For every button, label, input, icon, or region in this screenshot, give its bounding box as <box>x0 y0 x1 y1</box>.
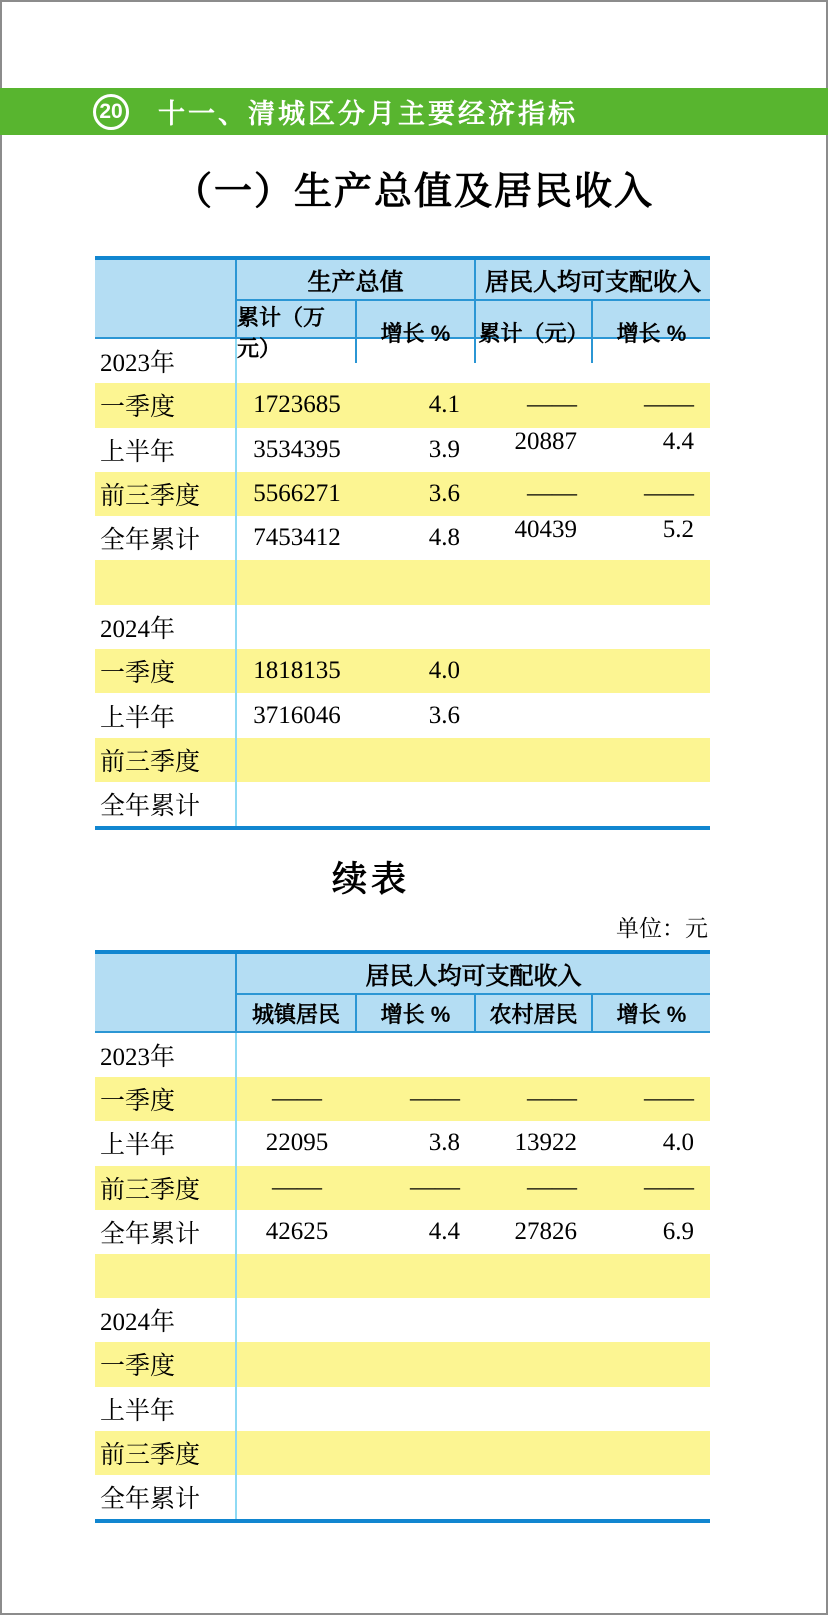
corner-cell <box>95 260 237 301</box>
value-cell: —— <box>410 1085 460 1113</box>
table-row <box>95 560 710 604</box>
value-cell: —— <box>272 1085 322 1113</box>
column-header: 增长 % <box>616 320 687 346</box>
value-cell: —— <box>644 391 694 419</box>
table-row <box>95 738 710 782</box>
row-label: 全年累计 <box>95 782 237 826</box>
value-cell: 5.2 <box>662 516 694 544</box>
row-label: 全年累计 <box>95 1475 237 1519</box>
group-header-income: 居民人均可支配收入 <box>476 260 710 301</box>
page-number-badge: 20 <box>93 94 129 130</box>
table-header <box>95 256 710 361</box>
value-cell: 1723685 <box>253 391 341 419</box>
value-cell: 4.4 <box>428 1217 460 1245</box>
value-cell: 3716046 <box>253 701 341 729</box>
value-cell: 4.8 <box>428 524 460 552</box>
table-row <box>95 782 710 826</box>
table-row <box>95 1475 710 1519</box>
table-row <box>95 605 710 649</box>
table-row <box>95 1342 710 1386</box>
value-cell: 22095 <box>265 1129 329 1157</box>
row-label: 全年累计 <box>95 516 237 560</box>
row-label <box>95 1254 237 1298</box>
value-cell: 7453412 <box>253 524 341 552</box>
value-cell: 5566271 <box>253 480 341 508</box>
table-body <box>95 339 710 830</box>
value-cell: 3.6 <box>428 701 460 729</box>
column-header: 增长 % <box>357 995 476 1031</box>
row-label: 前三季度 <box>95 1431 237 1475</box>
table-row <box>95 649 710 693</box>
value-cell: 40439 <box>514 516 577 544</box>
value-cell: 3.6 <box>428 480 460 508</box>
unit-label: 单位：元 <box>616 916 708 941</box>
value-cell: 3.9 <box>428 435 460 463</box>
table-row <box>95 693 710 737</box>
value-cell: —— <box>644 1085 694 1113</box>
corner-cell <box>95 995 237 1031</box>
row-label: 前三季度 <box>95 738 237 782</box>
table-row <box>95 1166 710 1210</box>
value-cell: —— <box>527 480 577 508</box>
table-row <box>95 383 710 427</box>
gdp-income-table <box>95 256 710 830</box>
row-label: 前三季度 <box>95 472 237 516</box>
value-cell: 4.0 <box>662 1129 694 1157</box>
section-title: （一）生产总值及居民收入 <box>173 171 654 213</box>
value-cell: —— <box>410 1173 460 1201</box>
value-cell: 20887 <box>514 427 577 455</box>
value-cell: 4.1 <box>428 391 460 419</box>
table-row <box>95 1431 710 1475</box>
table-row <box>95 516 710 560</box>
table-row <box>95 1298 710 1342</box>
row-label: 前三季度 <box>95 1166 237 1210</box>
value-cell: 13922 <box>514 1129 577 1157</box>
row-label: 一季度 <box>95 383 237 427</box>
column-header: 累计（万元） <box>237 301 357 363</box>
value-cell: —— <box>644 1173 694 1201</box>
value-cell: 42625 <box>265 1217 329 1245</box>
table-row <box>95 1254 710 1298</box>
row-label: 上半年 <box>95 1121 237 1165</box>
column-header: 增长 % <box>357 301 476 363</box>
row-label: 上半年 <box>95 1387 237 1431</box>
income-continued-table <box>95 950 710 1523</box>
value-cell: 4.0 <box>428 657 460 685</box>
table-row <box>95 1077 710 1121</box>
table-row <box>95 1121 710 1165</box>
value-cell: 1818135 <box>253 657 341 685</box>
row-label: 2024年 <box>95 605 237 649</box>
value-cell: —— <box>644 480 694 508</box>
column-header: 城镇居民 <box>237 995 357 1031</box>
value-cell: —— <box>527 1085 577 1113</box>
row-label: 一季度 <box>95 1342 237 1386</box>
table-body <box>95 1033 710 1523</box>
continued-table-title: 续表 <box>331 860 410 899</box>
row-label: 2024年 <box>95 1298 237 1342</box>
row-label: 全年累计 <box>95 1210 237 1254</box>
value-cell: —— <box>527 1173 577 1201</box>
row-label: 一季度 <box>95 1077 237 1121</box>
column-header: 农村居民 <box>476 995 593 1031</box>
column-header: 累计（元） <box>476 301 593 363</box>
group-header-gdp: 生产总值 <box>237 260 476 301</box>
table-row <box>95 1033 710 1077</box>
group-header-income: 居民人均可支配收入 <box>237 954 710 995</box>
row-label: 2023年 <box>95 1033 237 1077</box>
table-row <box>95 472 710 516</box>
value-cell: 3.8 <box>428 1129 460 1157</box>
value-cell: —— <box>527 391 577 419</box>
row-label: 上半年 <box>95 428 237 472</box>
page-header-bar <box>0 88 828 135</box>
value-cell: 6.9 <box>662 1217 694 1245</box>
column-header: 增长 % <box>616 1001 687 1027</box>
value-cell: 3534395 <box>253 435 341 463</box>
value-cell: 4.4 <box>662 427 694 455</box>
table-row <box>95 428 710 472</box>
row-label <box>95 560 237 604</box>
table-row <box>95 1387 710 1431</box>
corner-cell <box>95 954 237 995</box>
table-header <box>95 950 710 1033</box>
value-cell: 27826 <box>514 1217 577 1245</box>
value-cell: —— <box>272 1173 322 1201</box>
row-label: 一季度 <box>95 649 237 693</box>
row-label: 上半年 <box>95 693 237 737</box>
table-row <box>95 1210 710 1254</box>
chapter-title: 十一、清城区分月主要经济指标 <box>158 99 578 129</box>
row-label: 2023年 <box>95 339 237 383</box>
